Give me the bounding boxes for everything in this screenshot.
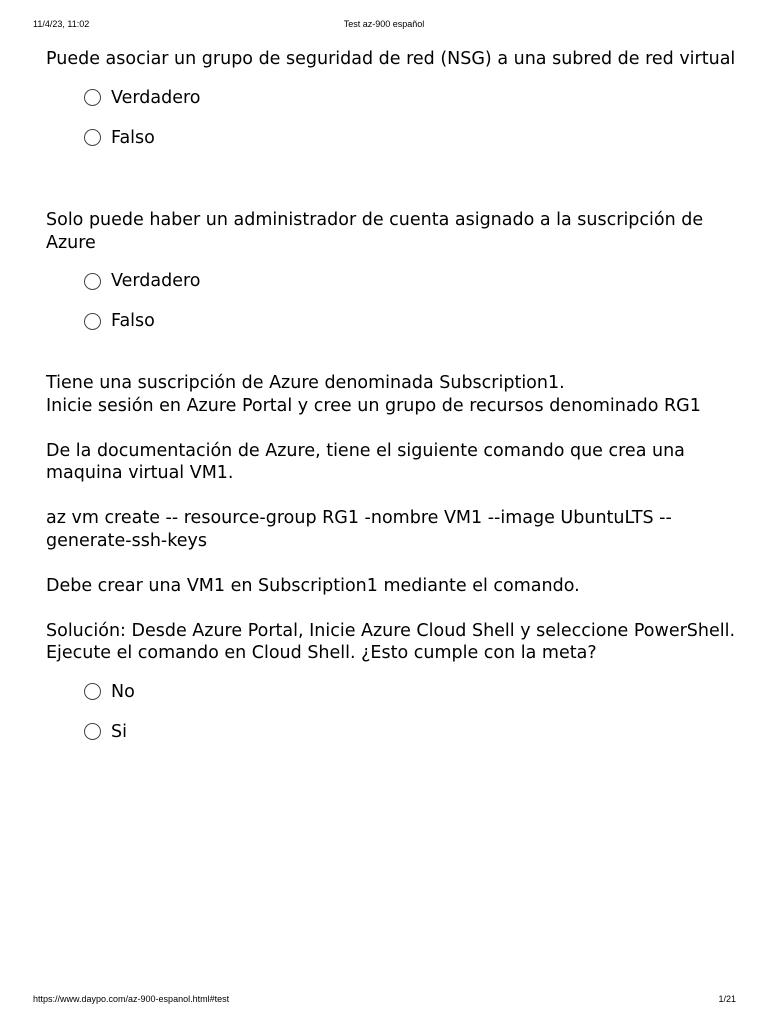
answer-option-falso[interactable]: [84, 308, 736, 334]
print-datetime: 11/4/23, 11:02: [33, 19, 90, 29]
radio-button-icon[interactable]: [84, 313, 101, 330]
question-text: [46, 209, 736, 254]
question-3: [46, 372, 736, 759]
command-paragraph: az vm create -- resource-group RG1 -nombre VM1 --image UbuntuLTS --generate-ssh-keys: [46, 508, 672, 551]
option-label: Falso: [111, 311, 155, 331]
question-paragraph: Debe crear una VM1 en Subscription1 mediante el comando.: [46, 575, 580, 596]
question-paragraph: Puede asociar un grupo de seguridad de red (NSG) a una subred de red virtual: [46, 49, 736, 69]
print-url[interactable]: https://www.daypo.com/az-900-espanol.html#test: [33, 994, 230, 1004]
answer-option-falso[interactable]: [84, 125, 736, 151]
question-paragraph: De la documentación de Azure, tiene el siguiente comando que crea una maquina virtual VM1.: [46, 440, 685, 483]
radio-button-icon[interactable]: [84, 129, 101, 146]
answer-options: [46, 85, 736, 151]
question-2: [46, 209, 736, 348]
print-page-number: 1/21: [718, 994, 736, 1004]
question-intro: [46, 372, 736, 417]
question-line: Tiene una suscripción de Azure denominada Subscription1.: [46, 373, 565, 393]
option-label: No: [111, 681, 135, 702]
option-label: Verdadero: [111, 87, 201, 108]
answer-option-no[interactable]: [84, 679, 736, 705]
question-text: [46, 48, 736, 71]
option-label: Si: [111, 721, 127, 742]
solution-paragraph: Solución: Desde Azure Portal, Inicie Azure Cloud Shell y seleccione PowerShell. Ejecute el comando en Cloud Shell. ¿Esto cumple con la meta?: [46, 620, 736, 663]
radio-button-icon[interactable]: [84, 273, 101, 290]
option-label: Falso: [111, 127, 155, 148]
answer-options: [46, 679, 736, 745]
answer-options: [46, 268, 736, 334]
option-label: Verdadero: [111, 271, 201, 291]
question-line: Inicie sesión en Azure Portal y cree un grupo de recursos denominado RG1: [46, 395, 701, 416]
radio-button-icon[interactable]: [84, 683, 101, 700]
answer-option-verdadero[interactable]: [84, 85, 736, 111]
question-text: [46, 372, 736, 665]
answer-option-si[interactable]: [84, 719, 736, 745]
question-1: [46, 48, 736, 165]
radio-button-icon[interactable]: [84, 723, 101, 740]
radio-button-icon[interactable]: [84, 89, 101, 106]
print-title: Test az-900 español: [343, 19, 425, 29]
question-paragraph: Solo puede haber un administrador de cuenta asignado a la suscripción de Azure: [46, 210, 704, 253]
answer-option-verdadero[interactable]: [84, 268, 736, 294]
